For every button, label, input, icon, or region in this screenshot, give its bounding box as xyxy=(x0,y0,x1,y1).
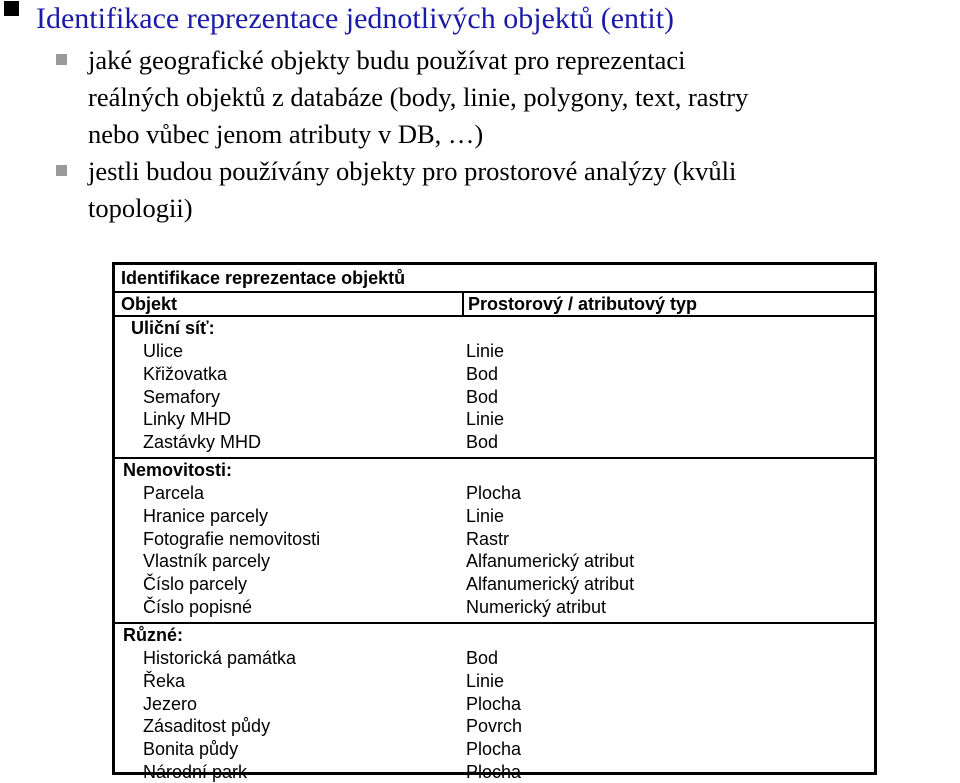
section-title: Různé: xyxy=(123,625,183,645)
table-row xyxy=(115,693,874,715)
type-cell: Bod xyxy=(466,363,499,384)
type-cell: Bod xyxy=(466,432,499,453)
bullet-item xyxy=(56,153,956,227)
type-cell: Bod xyxy=(466,648,499,668)
bullet-list xyxy=(56,42,956,227)
section-title: Uliční síť: xyxy=(131,318,215,338)
table-row xyxy=(115,340,874,362)
table-row xyxy=(115,528,874,550)
object-cell: Parcela xyxy=(143,483,205,503)
object-cell: Křižovatka xyxy=(143,363,228,384)
object-cell: Linky MHD xyxy=(143,409,232,430)
object-cell: Číslo parcely xyxy=(143,574,248,595)
table-row xyxy=(115,647,874,669)
type-cell: Povrch xyxy=(466,716,523,737)
table-row xyxy=(115,670,874,692)
bullet-square-icon xyxy=(56,54,67,65)
object-cell: Číslo popisné xyxy=(143,597,253,617)
object-cell: Zásaditost půdy xyxy=(143,716,271,737)
section-title: Nemovitosti: xyxy=(123,460,233,480)
type-cell: Plocha xyxy=(466,739,522,760)
object-cell: Zastávky MHD xyxy=(143,432,262,453)
object-cell: Fotografie nemovitosti xyxy=(143,528,321,549)
header-column-separator xyxy=(462,293,464,315)
object-cell: Jezero xyxy=(143,693,198,714)
type-cell: Bod xyxy=(466,386,499,407)
table-row xyxy=(115,386,874,408)
object-cell: Hranice parcely xyxy=(143,505,269,526)
type-cell: Alfanumerický atribut xyxy=(466,574,635,595)
bullet-square-icon xyxy=(56,165,67,176)
section-divider xyxy=(115,315,874,317)
type-cell: Plocha xyxy=(466,483,522,503)
table-row xyxy=(115,408,874,430)
section-divider xyxy=(115,622,874,624)
type-cell: Linie xyxy=(466,505,505,526)
type-cell: Numerický atribut xyxy=(466,597,607,617)
column-header-type: Prostorový / atributový typ xyxy=(468,294,698,314)
object-cell: Národní park xyxy=(143,762,248,782)
bullet-text: jaké geografické objekty budu používat pro reprezentaci reálných objektů z databáze (body, linie, polygony, text, rastry nebo vůbec jenom atributy v DB, …) xyxy=(88,45,749,149)
bullet-text: jestli budou používány objekty pro prostorové analýzy (kvůli topologii) xyxy=(88,156,737,223)
representation-table xyxy=(112,262,877,782)
column-header-object: Objekt xyxy=(121,294,178,314)
table-row xyxy=(115,573,874,595)
table-row xyxy=(115,505,874,527)
bullet-item xyxy=(56,42,956,153)
object-cell: Ulice xyxy=(143,341,184,361)
type-cell: Linie xyxy=(466,409,505,430)
type-cell: Rastr xyxy=(466,528,510,549)
object-cell: Historická památka xyxy=(143,648,297,668)
table-row xyxy=(115,715,874,737)
object-cell: Bonita půdy xyxy=(143,739,239,760)
type-cell: Plocha xyxy=(466,693,522,714)
table-row xyxy=(115,482,874,504)
object-cell: Semafory xyxy=(143,386,221,407)
type-cell: Linie xyxy=(466,341,505,361)
object-cell: Vlastník parcely xyxy=(143,551,271,572)
object-cell: Řeka xyxy=(143,670,186,691)
type-cell: Alfanumerický atribut xyxy=(466,551,635,572)
table-row xyxy=(115,596,874,618)
type-cell: Linie xyxy=(466,670,505,691)
slide-title: Identifikace reprezentace jednotlivých objektů (entit) xyxy=(36,2,675,35)
table-row xyxy=(115,363,874,385)
table-title: Identifikace reprezentace objektů xyxy=(121,268,406,288)
title-bullet-icon xyxy=(4,1,19,16)
type-cell: Plocha xyxy=(466,762,522,782)
table-row xyxy=(115,738,874,760)
table-row xyxy=(115,550,874,572)
table-row xyxy=(115,431,874,453)
